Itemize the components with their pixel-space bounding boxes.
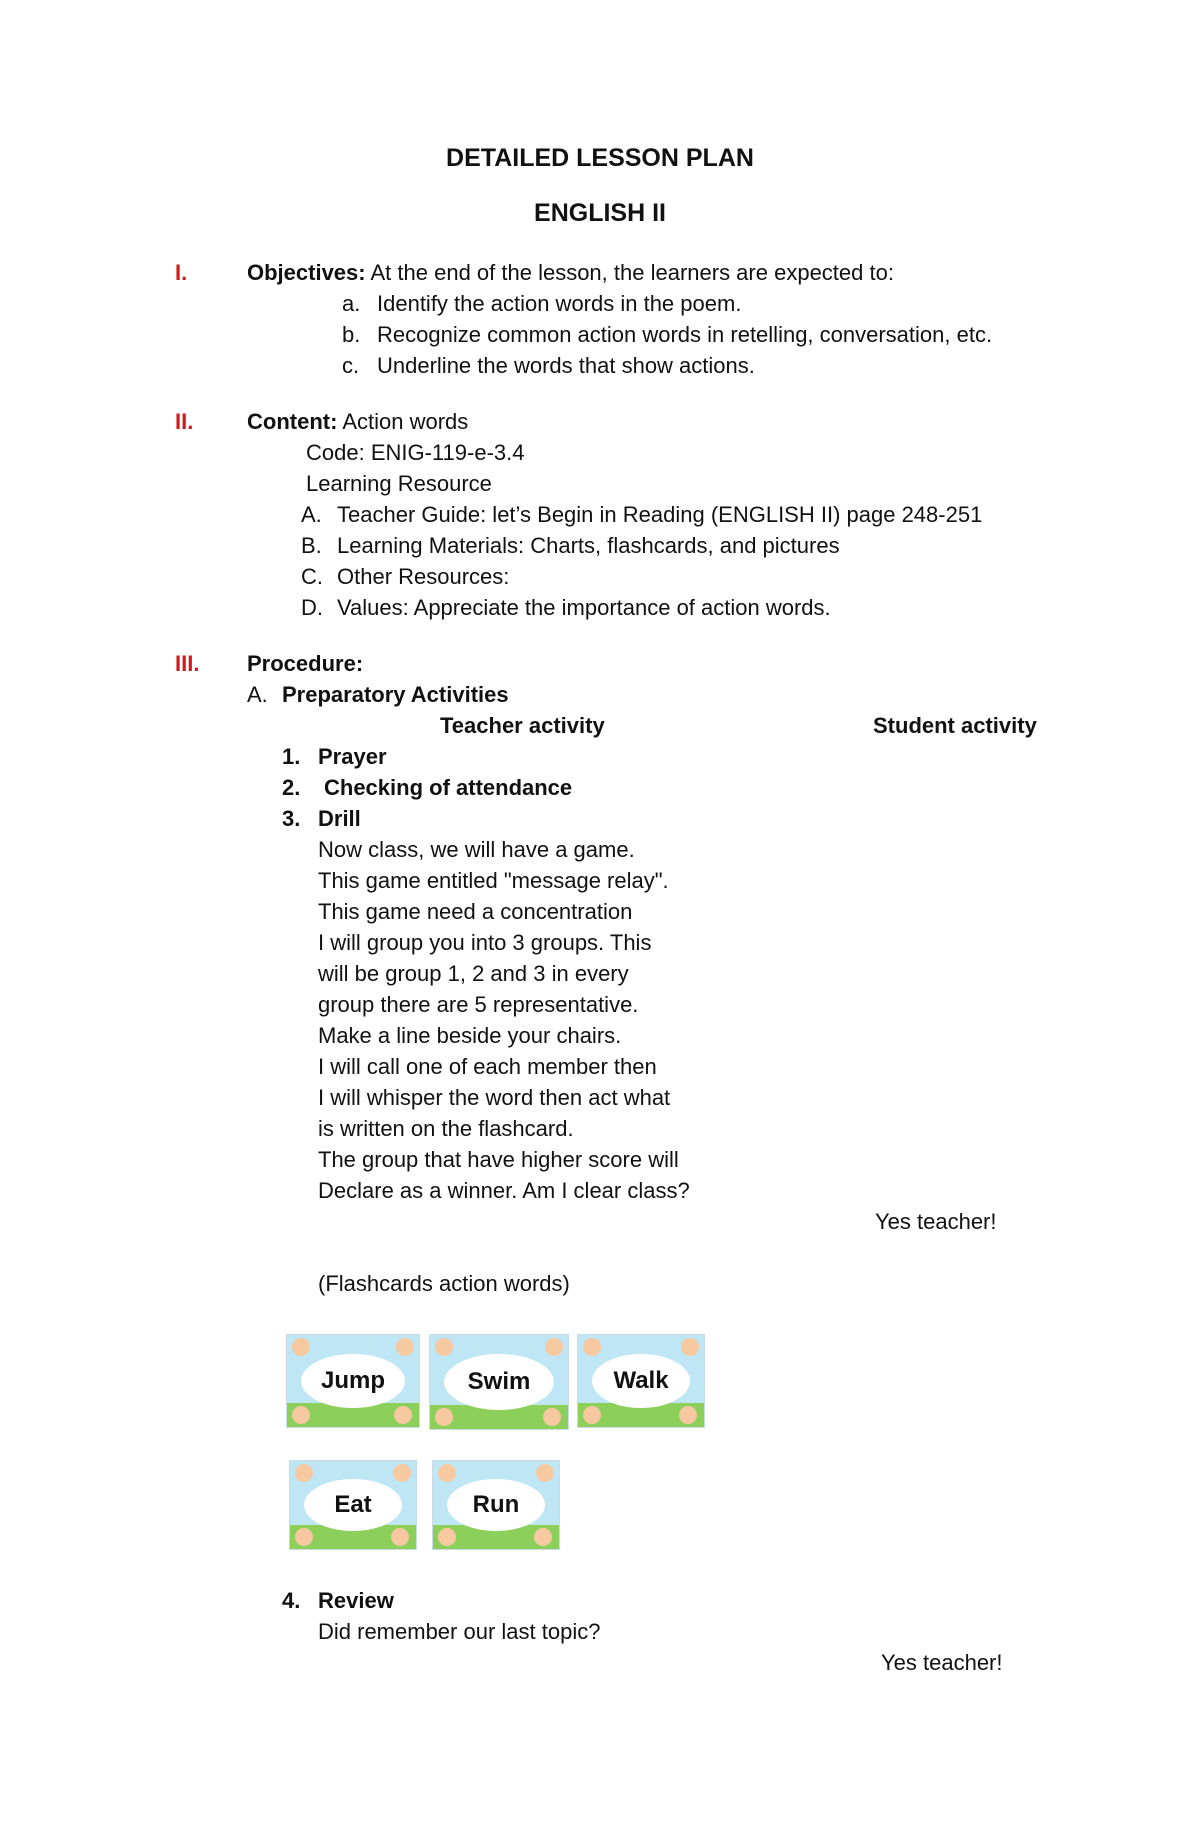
objective-letter: a. — [342, 291, 361, 316]
drill-line: Declare as a winner. Am I clear class? — [318, 1178, 690, 1203]
drill-line: is written on the flashcard. — [318, 1116, 574, 1141]
content-label: Content: — [247, 409, 338, 434]
flashcard-word: Run — [472, 1491, 520, 1518]
drill-line: Make a line beside your chairs. — [318, 1023, 622, 1048]
objectives-label: Objectives: — [247, 260, 366, 285]
drill-line: This game entitled "message relay". — [318, 868, 669, 893]
flashcard-word: Eat — [334, 1491, 372, 1518]
student-activity-header: Student activity — [873, 713, 1037, 738]
flashcard-eat — [289, 1460, 417, 1550]
drill-line: I will group you into 3 groups. This — [318, 930, 652, 955]
teacher-activity-header: Teacher activity — [440, 713, 605, 738]
objective-item: Recognize common action words in retelling, conversation, etc. — [377, 322, 993, 347]
step-prayer: Prayer — [318, 744, 387, 769]
student-response: Yes teacher! — [881, 1650, 1003, 1675]
step-number: 1. — [282, 744, 301, 769]
objective-letter: b. — [342, 322, 361, 347]
step-drill: Drill — [318, 806, 361, 831]
preparatory-letter: A. — [247, 682, 268, 707]
objectives-intro: At the end of the lesson, the learners are expected to: — [365, 260, 894, 285]
resource-letter: D. — [301, 595, 323, 620]
flashcard-word: Jump — [320, 1367, 385, 1394]
flashcard-walk — [577, 1334, 705, 1428]
content-value: Action words — [337, 409, 469, 434]
drill-line: Now class, we will have a game. — [318, 837, 635, 862]
resource-item: Learning Materials: Charts, flashcards, and pictures — [337, 533, 840, 558]
drill-line: I will call one of each member then — [318, 1054, 657, 1079]
drill-line: This game need a concentration — [318, 899, 633, 924]
resource-letter: A. — [301, 502, 322, 527]
preparatory-activities-heading: Preparatory Activities — [282, 682, 509, 707]
drill-line: group there are 5 representative. — [318, 992, 639, 1017]
objective-item: Identify the action words in the poem. — [377, 291, 742, 316]
step-attendance: Checking of attendance — [324, 775, 573, 800]
step-number: 4. — [282, 1588, 301, 1613]
resource-letter: C. — [301, 564, 323, 589]
resource-item: Values: Appreciate the importance of action words. — [337, 595, 831, 620]
objective-letter: c. — [342, 353, 360, 378]
content-line — [247, 411, 468, 433]
step-number: 2. — [282, 775, 301, 800]
page-title: DETAILED LESSON PLAN — [446, 144, 754, 172]
student-response: Yes teacher! — [875, 1209, 997, 1234]
flashcard-jump — [286, 1334, 420, 1428]
flashcards-caption: (Flashcards action words) — [318, 1271, 570, 1296]
drill-line: will be group 1, 2 and 3 in every — [318, 961, 629, 986]
objectives-numeral: I. — [175, 260, 188, 285]
content-code: Code: ENIG-119-e-3.4 — [306, 440, 525, 465]
resource-letter: B. — [301, 533, 322, 558]
resource-item: Other Resources: — [337, 564, 510, 589]
step-number: 3. — [282, 806, 301, 831]
flashcard-swim — [429, 1334, 569, 1430]
page-subtitle: ENGLISH II — [534, 199, 666, 227]
procedure-numeral: III. — [175, 651, 200, 676]
review-line: Did remember our last topic? — [318, 1619, 601, 1644]
flashcard-run — [432, 1460, 560, 1550]
drill-line: The group that have higher score will — [318, 1147, 679, 1172]
step-review: Review — [318, 1588, 394, 1613]
objective-item: Underline the words that show actions. — [377, 353, 755, 378]
learning-resource-heading: Learning Resource — [306, 471, 492, 496]
content-numeral: II. — [175, 409, 194, 434]
flashcard-word: Swim — [467, 1368, 531, 1395]
resource-item: Teacher Guide: let’s Begin in Reading (ENGLISH II) page 248-251 — [337, 502, 983, 527]
procedure-label: Procedure: — [247, 651, 364, 676]
flashcard-word: Walk — [613, 1367, 669, 1394]
objectives-line — [247, 262, 894, 284]
drill-line: I will whisper the word then act what — [318, 1085, 671, 1110]
